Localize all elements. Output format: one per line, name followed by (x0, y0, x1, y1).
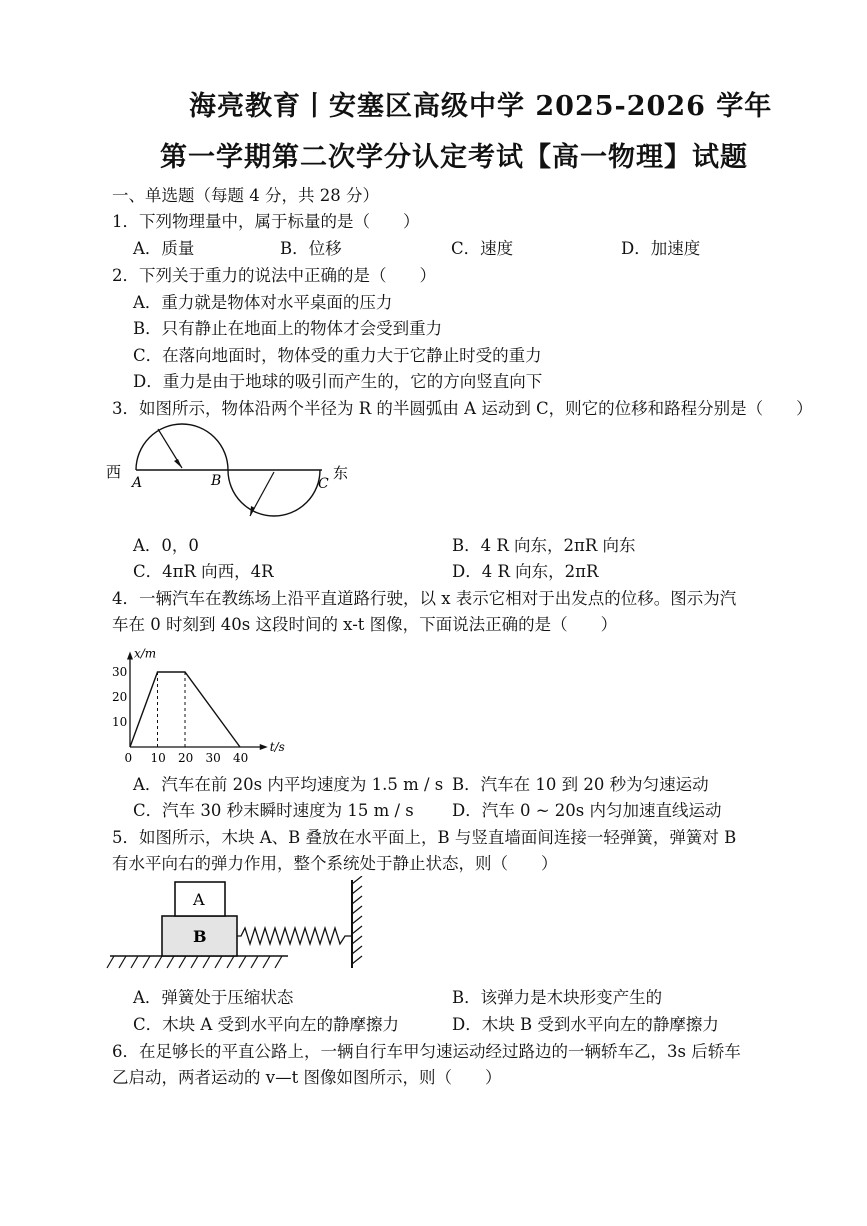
x-tick-label: 40 (233, 751, 249, 762)
q1-option-c: C．速度 (451, 239, 514, 258)
east-label: 东 (333, 464, 349, 482)
x-axis-arrow (260, 744, 268, 750)
y-axis-arrow (127, 652, 133, 660)
q4-option-d: D．汽车 0 ~ 20s 内匀加速直线运动 (452, 801, 722, 820)
x-tick-label: 0 (124, 751, 133, 762)
q3-option-d: D．4 R 向东，2πR (452, 562, 599, 581)
y-axis-label: x/m (134, 646, 157, 661)
q5-stem-line2: 有水平向右的弹力作用，整个系统处于静止状态，则（ ） (112, 854, 558, 873)
west-label: 西 (106, 463, 122, 481)
q3-stem: 3．如图所示，物体沿两个半径为 R 的半圆弧由 A 运动到 C，则它的位移和路程分别是（ ） (112, 399, 813, 418)
q5-stem-line1: 5．如图所示，木块 A、B 叠放在水平面上，B 与竖直墙面间连接一轻弹簧，弹簧对 B (112, 828, 737, 847)
wall-hatching (352, 876, 362, 964)
q1-stem: 1．下列物理量中，属于标量的是（ ） (112, 212, 420, 231)
exam-title-line2: 第一学期第二次学分认定考试【高一物理】试题 (160, 142, 748, 173)
q2-option-b: B．只有静止在地面上的物体才会受到重力 (133, 319, 443, 338)
q1-option-b: B．位移 (280, 239, 342, 258)
x-tick-label: 10 (150, 751, 166, 762)
ground-hatching (107, 956, 282, 968)
section-heading: 一、单选题（每题 4 分，共 28 分） (112, 186, 379, 205)
point-a-label: A (132, 475, 143, 491)
y-tick-label: 10 (112, 715, 128, 729)
y-tick-label: 30 (112, 665, 128, 679)
q3-option-b: B．4 R 向东，2πR 向东 (452, 536, 636, 555)
q2-option-a: A．重力就是物体对水平桌面的压力 (133, 293, 393, 312)
q3-semicircle-figure (100, 420, 360, 530)
q1-option-d: D．加速度 (621, 239, 701, 258)
q4-option-b: B．汽车在 10 到 20 秒为匀速运动 (452, 775, 709, 794)
q5-spring-figure (100, 876, 380, 976)
block-b-label: B (193, 927, 207, 946)
x-tick-label: 30 (205, 751, 221, 762)
q2-option-c: C．在落向地面时，物体受的重力大于它静止时受的重力 (133, 346, 542, 365)
point-c-label: C (318, 476, 329, 492)
q3-option-c: C．4πR 向西，4R (133, 562, 274, 581)
x-tick-label: 20 (178, 751, 194, 762)
exam-title-line1: 海亮教育丨安塞区高级中学 2025-2026 学年 (189, 91, 773, 122)
q5-option-a: A．弹簧处于压缩状态 (133, 988, 294, 1007)
q2-option-d: D．重力是由于地球的吸引而产生的，它的方向竖直向下 (133, 372, 543, 391)
q2-stem: 2．下列关于重力的说法中正确的是（ ） (112, 266, 436, 285)
q5-option-b: B．该弹力是木块形变产生的 (452, 988, 663, 1007)
q6-stem-line2: 乙启动，两者运动的 v—t 图像如图所示，则（ ） (112, 1068, 502, 1087)
y-tick-label: 20 (112, 690, 128, 704)
q4-option-a: A．汽车在前 20s 内平均速度为 1.5 m / s (133, 775, 444, 794)
q6-stem-line1: 6．在足够长的平直公路上，一辆自行车甲匀速运动经过路边的一辆轿车乙，3s 后轿车 (112, 1042, 741, 1061)
block-a-label: A (193, 890, 205, 909)
q4-option-c: C．汽车 30 秒末瞬时速度为 15 m / s (133, 801, 414, 820)
q4-stem-line2: 车在 0 时刻到 40s 这段时间的 x-t 图像，下面说法正确的是（ ） (112, 615, 618, 634)
spring (237, 928, 352, 944)
q3-option-a: A．0，0 (133, 536, 199, 555)
x-axis-label: t/s (269, 740, 285, 754)
q1-option-a: A．质量 (133, 239, 195, 258)
q4-xt-chart (100, 637, 340, 762)
point-b-label: B (211, 473, 222, 489)
q5-option-d: D．木块 B 受到水平向左的静摩擦力 (452, 1015, 719, 1034)
q5-option-c: C．木块 A 受到水平向左的静摩擦力 (133, 1015, 400, 1034)
q4-stem-line1: 4．一辆汽车在教练场上沿平直道路行驶，以 x 表示它相对于出发点的位移。图示为汽 (112, 589, 737, 608)
